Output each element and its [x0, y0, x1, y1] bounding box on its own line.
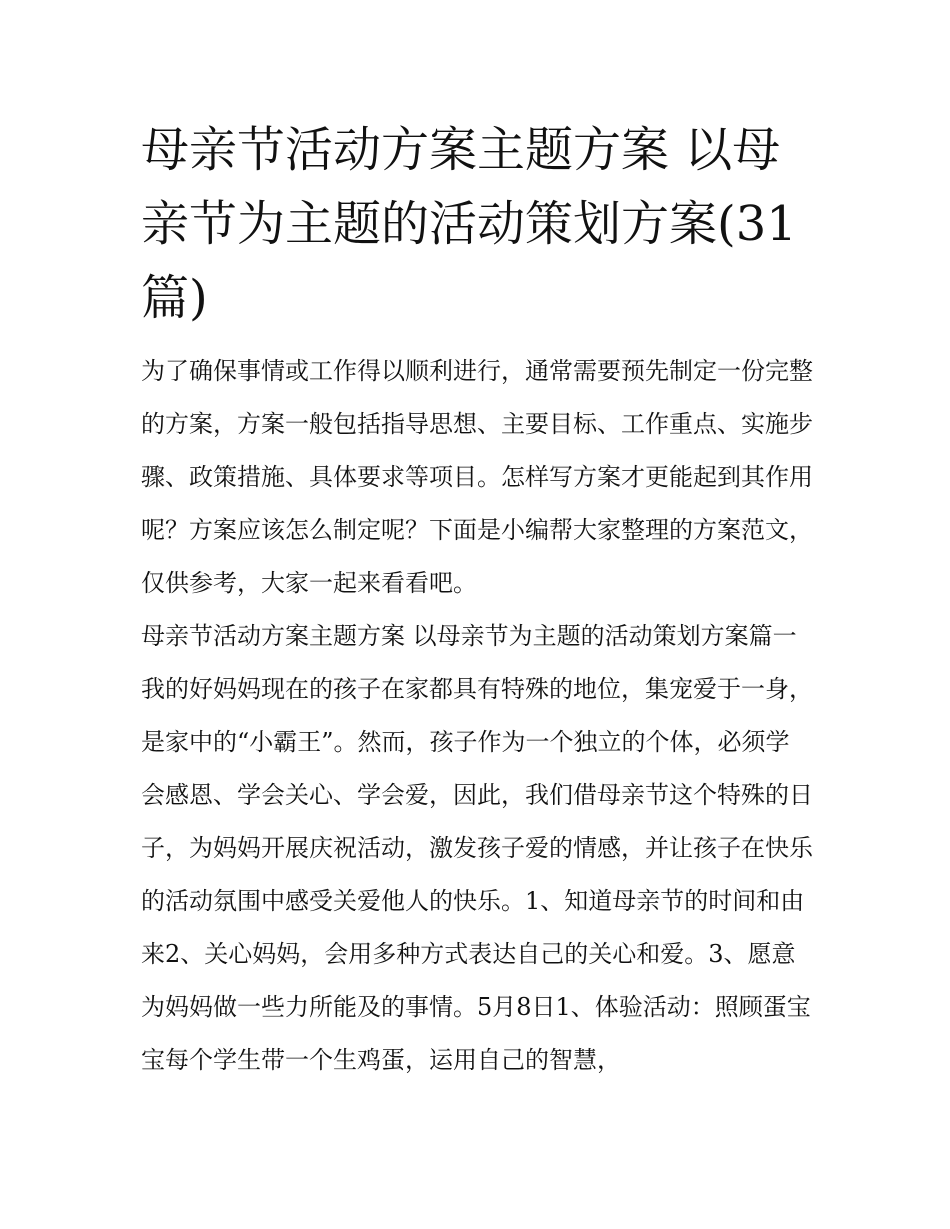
body-paragraph: 我的好妈妈现在的孩子在家都具有特殊的地位，集宠爱于一身，是家中的“小霸王”。然而，孩子作为一个独立的个体，必须学会感恩、学会关心、学会爱，因此，我们借母亲节这个特殊的日子，为妈妈开展庆祝活动，激发孩子爱的情感，并让孩子在快乐的活动氛围中感受关爱他人的快乐。1、知道母亲节的时间和由来2、关心妈妈，会用多种方式表达自己的关心和爱。3、愿意为妈妈做一些力所能及的事情。5月8日1、体验活动：照顾蛋宝宝每个学生带一个生鸡蛋，运用自己的智慧，: [141, 675, 813, 1074]
intro-paragraph: 为了确保事情或工作得以顺利进行，通常需要预先制定一份完整的方案，方案一般包括指导思想、主要目标、工作重点、实施步骤、政策措施、具体要求等项目。怎样写方案才更能起到其作用呢？方案应该怎么制定呢？下面是小编帮大家整理的方案范文，仅供参考，大家一起来看看吧。: [141, 357, 813, 597]
document-title: 母亲节活动方案主题方案 以母亲节为主题的活动策划方案(31篇): [141, 122, 797, 326]
document-page: [141, 113, 813, 1087]
section-heading: 母亲节活动方案主题方案 以母亲节为主题的活动策划方案篇一: [141, 622, 797, 650]
